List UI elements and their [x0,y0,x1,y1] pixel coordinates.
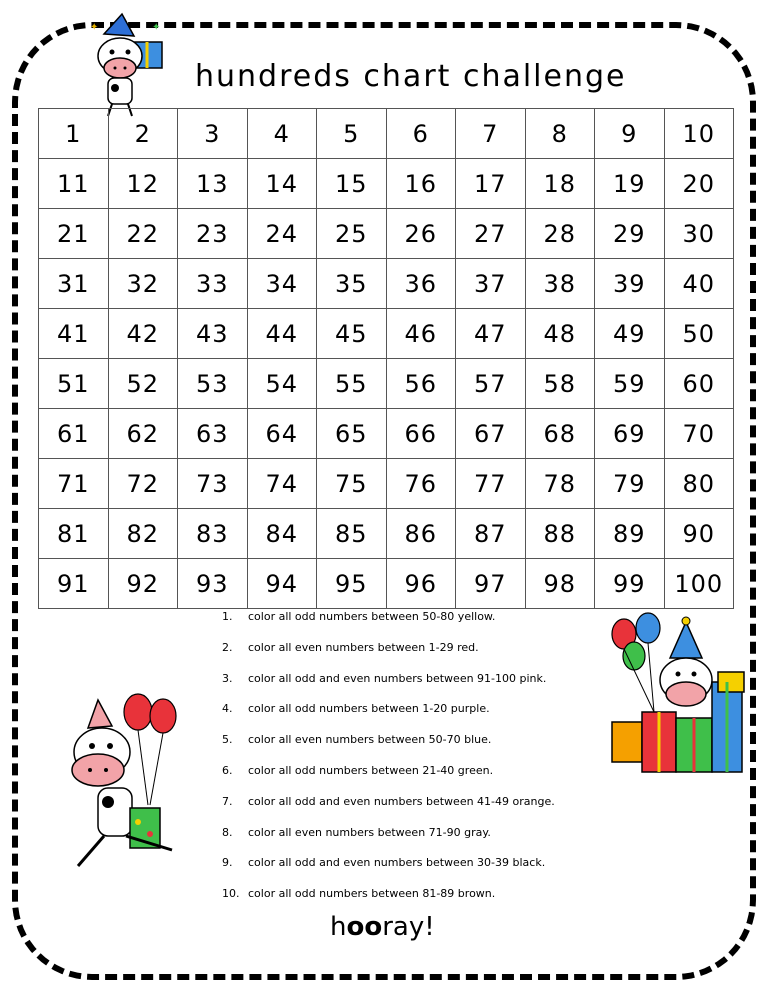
grid-cell: 60 [664,359,734,409]
grid-cell: 18 [525,159,595,209]
grid-cell: 37 [456,259,526,309]
grid-cell: 4 [247,109,317,159]
grid-cell: 8 [525,109,595,159]
instruction-number: 9. [222,856,233,870]
grid-cell: 35 [317,259,387,309]
grid-cell: 54 [247,359,317,409]
grid-cell: 12 [108,159,178,209]
grid-cell: 7 [456,109,526,159]
svg-text:✦: ✦ [152,22,161,33]
grid-cell: 83 [178,509,248,559]
grid-cell: 32 [108,259,178,309]
grid-cell: 39 [595,259,665,309]
grid-cell: 11 [39,159,109,209]
instruction-text: color all even numbers between 71-90 gray. [248,825,491,839]
instruction-number: 6. [222,763,233,777]
svg-text:✦: ✦ [90,22,99,33]
instruction-text: color all odd and even numbers between 91-100 pink. [248,671,547,685]
grid-row [39,209,734,259]
instruction-item [222,725,622,756]
instruction-item [222,848,622,879]
grid-cell: 31 [39,259,109,309]
grid-cell: 68 [525,409,595,459]
grid-cell: 33 [178,259,248,309]
instruction-text: color all odd and even numbers between 41-49 orange. [248,794,555,808]
grid-row [39,159,734,209]
grid-cell: 73 [178,459,248,509]
instruction-text: color all even numbers between 50-70 blue. [248,733,492,747]
grid-cell: 53 [178,359,248,409]
page-title: hundreds chart challenge [195,59,627,94]
grid-cell: 28 [525,209,595,259]
grid-cell: 17 [456,159,526,209]
grid-cell: 45 [317,309,387,359]
grid-cell: 66 [386,409,456,459]
grid-cell: 49 [595,309,665,359]
grid-cell: 16 [386,159,456,209]
hooray-bold: oo [346,912,383,942]
grid-cell: 90 [664,509,734,559]
instruction-number: 10. [222,887,240,901]
grid-cell: 92 [108,559,178,609]
grid-cell: 75 [317,459,387,509]
instruction-item [222,633,622,664]
cow-with-presents-clipart [608,612,748,782]
grid-cell: 57 [456,359,526,409]
grid-cell: 47 [456,309,526,359]
grid-cell: 78 [525,459,595,509]
grid-cell: 20 [664,159,734,209]
grid-cell: 43 [178,309,248,359]
grid-cell: 84 [247,509,317,559]
grid-cell: 2 [108,109,178,159]
grid-cell: 89 [595,509,665,559]
grid-cell: 23 [178,209,248,259]
grid-cell: 9 [595,109,665,159]
hooray-text [330,912,450,952]
grid-cell: 46 [386,309,456,359]
grid-cell: 69 [595,409,665,459]
grid-cell: 22 [108,209,178,259]
grid-cell: 79 [595,459,665,509]
grid-cell: 56 [386,359,456,409]
grid-cell: 76 [386,459,456,509]
instruction-number: 7. [222,794,233,808]
grid-cell: 99 [595,559,665,609]
grid-cell: 15 [317,159,387,209]
grid-cell: 27 [456,209,526,259]
hundreds-chart-grid [38,108,734,609]
instruction-number: 1. [222,610,233,623]
grid-row [39,359,734,409]
instruction-number: 8. [222,825,233,839]
grid-cell: 3 [178,109,248,159]
grid-cell: 85 [317,509,387,559]
grid-cell: 93 [178,559,248,609]
grid-cell: 40 [664,259,734,309]
grid-cell: 21 [39,209,109,259]
grid-cell: 74 [247,459,317,509]
instruction-item [222,602,622,633]
grid-cell: 72 [108,459,178,509]
grid-cell: 97 [456,559,526,609]
grid-cell: 71 [39,459,109,509]
instruction-number: 4. [222,702,233,716]
grid-cell: 87 [456,509,526,559]
instruction-text: color all odd and even numbers between 30-39 black. [248,856,546,870]
grid-cell: 48 [525,309,595,359]
grid-cell: 81 [39,509,109,559]
instruction-item [222,756,622,787]
grid-cell: 38 [525,259,595,309]
grid-cell: 80 [664,459,734,509]
grid-cell: 51 [39,359,109,409]
instruction-text: color all even numbers between 1-29 red. [248,640,479,654]
grid-cell: 63 [178,409,248,459]
grid-row [39,509,734,559]
grid-cell: 34 [247,259,317,309]
grid-cell: 14 [247,159,317,209]
grid-cell: 65 [317,409,387,459]
instruction-text: color all odd numbers between 81-89 brown. [248,887,496,901]
hooray-suffix: ray! [382,912,435,942]
grid-row [39,109,734,159]
grid-cell: 26 [386,209,456,259]
grid-cell: 30 [664,209,734,259]
grid-row [39,309,734,359]
grid-cell: 58 [525,359,595,409]
grid-cell: 94 [247,559,317,609]
grid-cell: 64 [247,409,317,459]
grid-cell: 10 [664,109,734,159]
grid-cell: 29 [595,209,665,259]
grid-row [39,559,734,609]
grid-cell: 41 [39,309,109,359]
grid-cell: 98 [525,559,595,609]
grid-cell: 86 [386,509,456,559]
grid-cell: 55 [317,359,387,409]
grid-cell: 52 [108,359,178,409]
instruction-item [222,879,622,910]
grid-cell: 59 [595,359,665,409]
grid-cell: 25 [317,209,387,259]
grid-cell: 100 [664,559,734,609]
party-cow-clipart-top [82,12,172,117]
grid-cell: 88 [525,509,595,559]
grid-cell: 70 [664,409,734,459]
grid-cell: 95 [317,559,387,609]
grid-row [39,409,734,459]
grid-cell: 91 [39,559,109,609]
instruction-item [222,787,622,818]
instructions-list [222,602,622,910]
grid-cell: 44 [247,309,317,359]
grid-cell: 1 [39,109,109,159]
grid-cell: 13 [178,159,248,209]
instruction-number: 2. [222,640,233,654]
hooray-prefix: h [330,912,347,942]
grid-cell: 6 [386,109,456,159]
grid-cell: 62 [108,409,178,459]
grid-row [39,459,734,509]
grid-cell: 82 [108,509,178,559]
grid-cell: 96 [386,559,456,609]
instruction-number: 3. [222,671,233,685]
grid-cell: 67 [456,409,526,459]
grid-cell: 42 [108,309,178,359]
instruction-text: color all odd numbers between 1-20 purple. [248,702,490,716]
grid-row [39,259,734,309]
grid-cell: 61 [39,409,109,459]
grid-cell: 24 [247,209,317,259]
grid-cell: 77 [456,459,526,509]
instruction-item [222,818,622,849]
grid-cell: 36 [386,259,456,309]
instruction-text: color all odd numbers between 21-40 green. [248,763,494,777]
grid-cell: 19 [595,159,665,209]
instruction-item [222,664,622,695]
grid-cell: 5 [317,109,387,159]
instruction-item [222,694,622,725]
grid-cell: 50 [664,309,734,359]
instruction-number: 5. [222,733,233,747]
instruction-text: color all odd numbers between 50-80 yellow. [248,610,496,623]
cow-with-balloons-clipart [68,690,198,875]
